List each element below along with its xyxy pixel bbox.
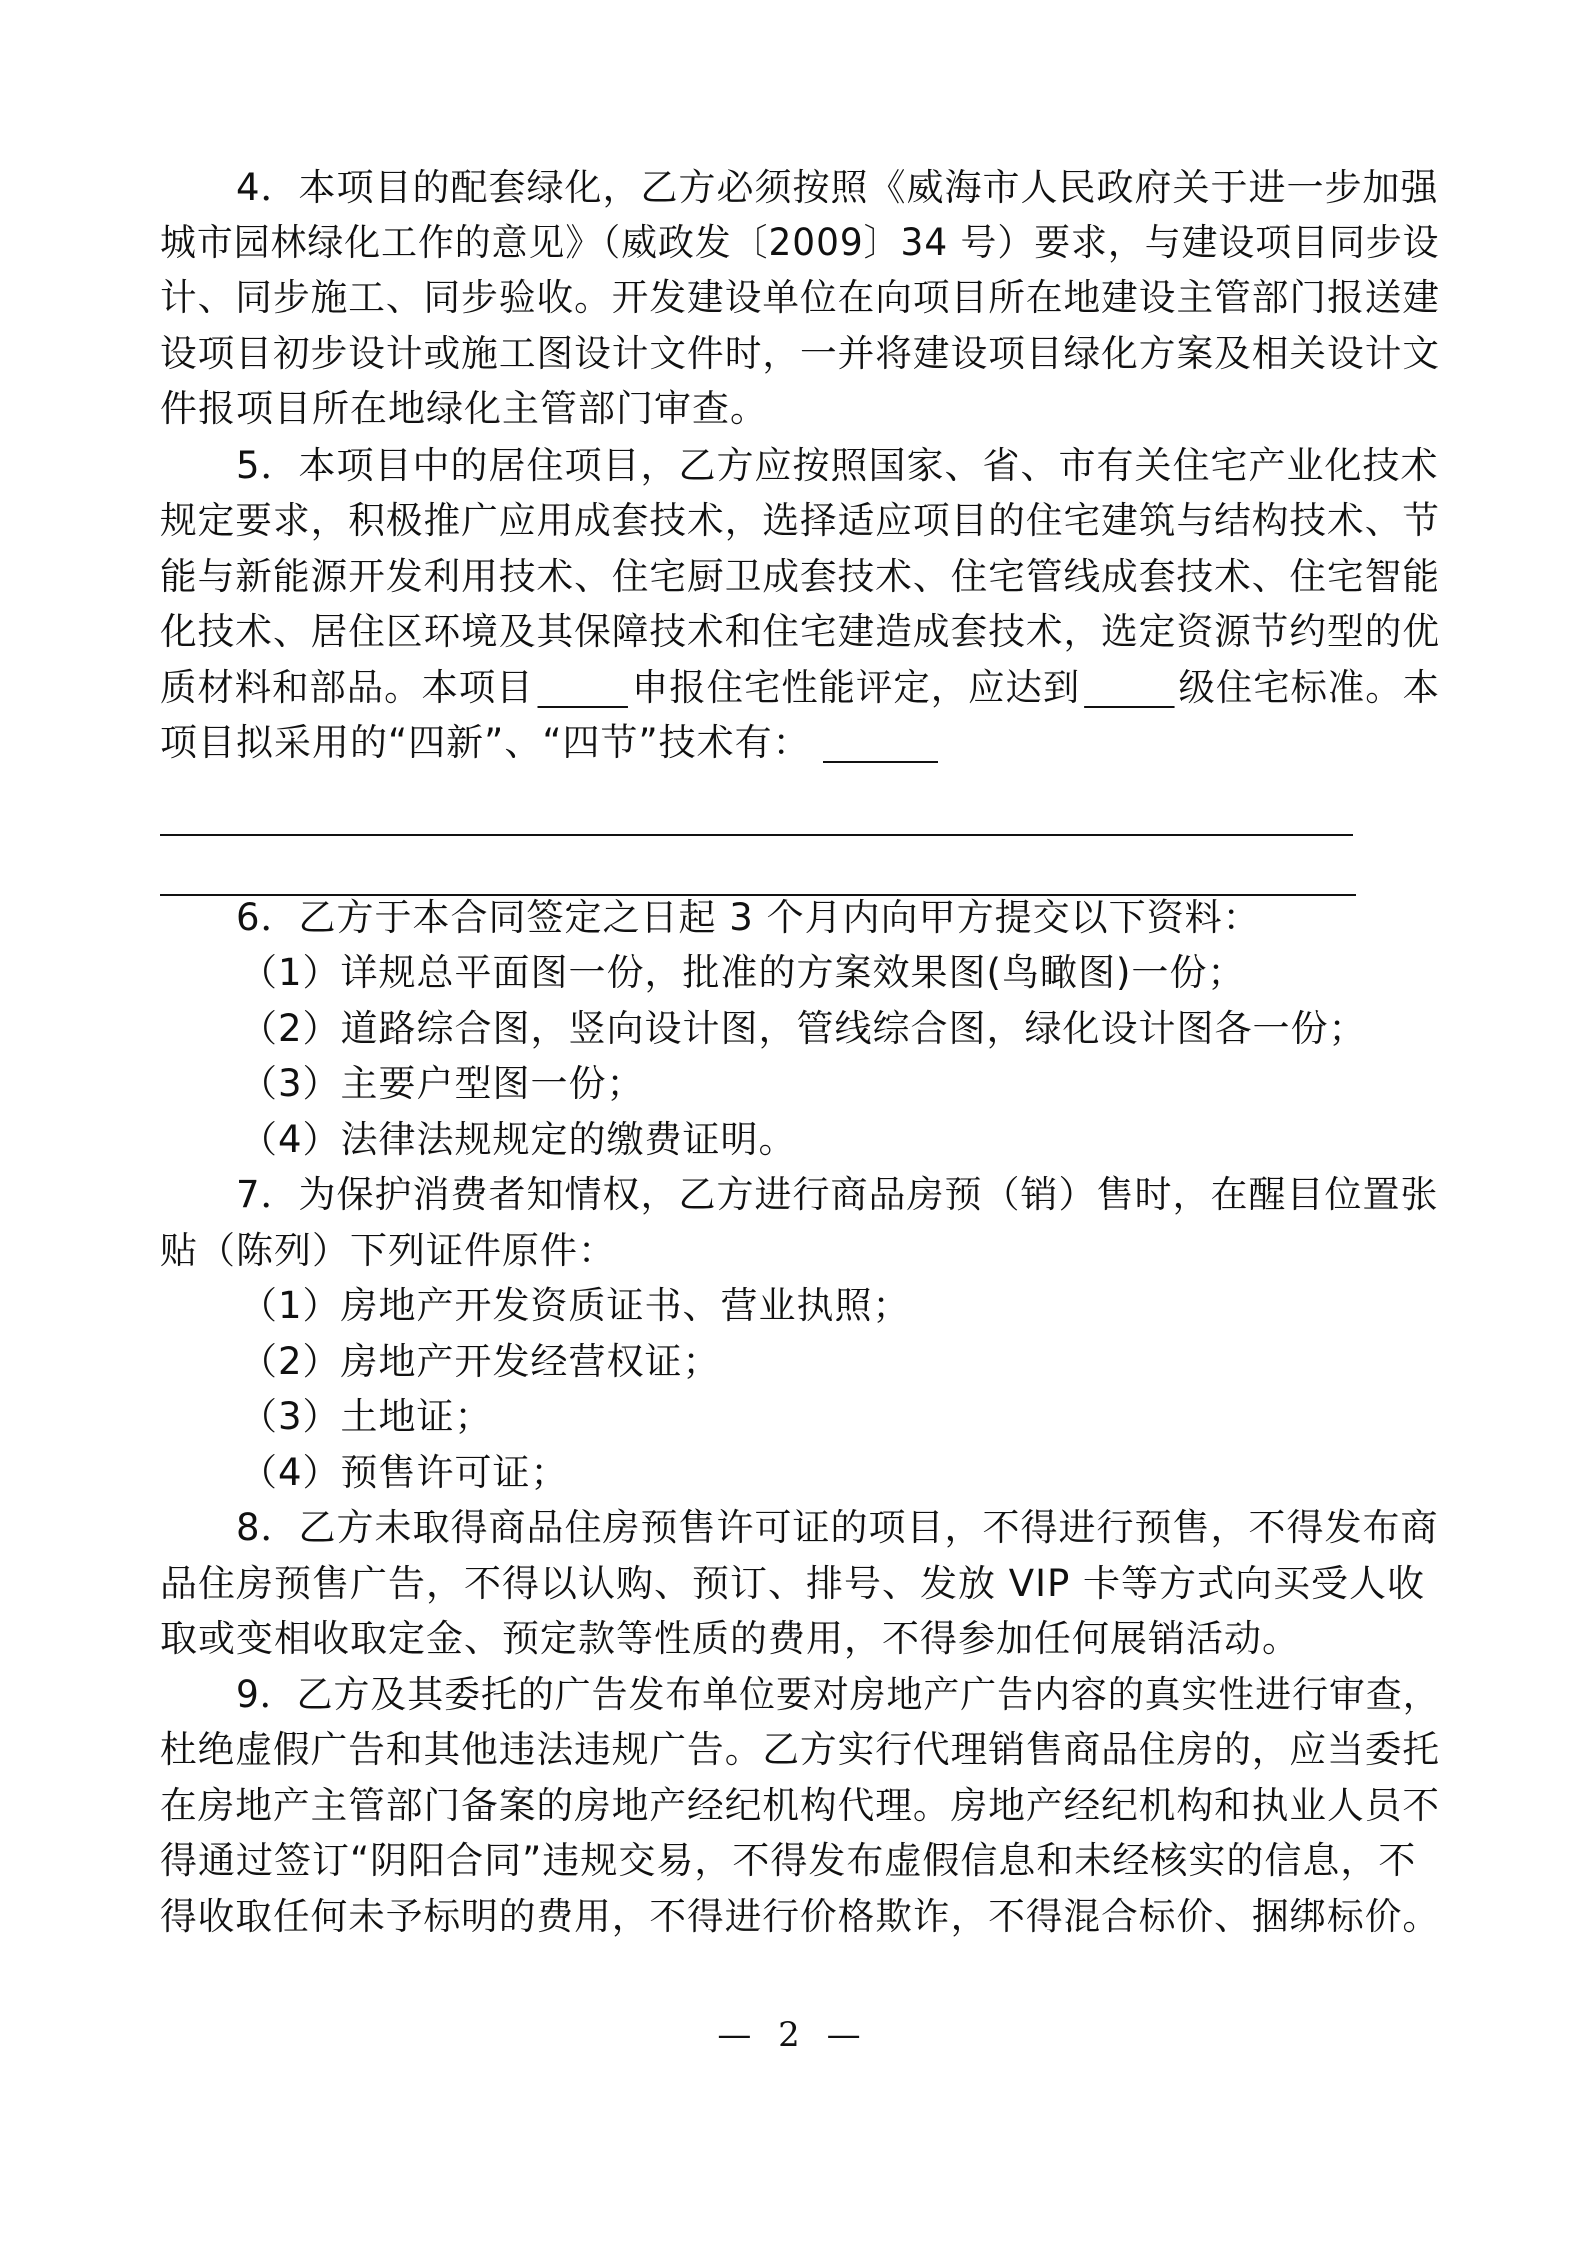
p8-line-3: 取或变相收取定金、预定款等性质的费用，不得参加任何展销活动。 — [160, 1617, 1300, 1660]
p6-item-3: （3）主要户型图一份； — [240, 1062, 645, 1105]
level-blank — [1084, 668, 1174, 708]
p4-line-3: 计、同步施工、同步验收。开发建设单位在向项目所在地建设主管部门报送建 — [160, 276, 1440, 319]
p5-line-5-part1: 质材料和部品。本项目 — [160, 666, 534, 709]
p5-line-2: 规定要求，积极推广应用成套技术，选择适应项目的住宅建筑与结构技术、节 — [160, 499, 1440, 542]
p4-line-4: 设项目初步设计或施工图设计文件时，一并将建设项目绿化方案及相关设计文 — [160, 332, 1440, 375]
p5-line-6 — [160, 718, 942, 768]
p6-line-1: 6．乙方于本合同签定之日起 3 个月内向甲方提交以下资料： — [236, 896, 1261, 939]
p5-line-6-text: 项目拟采用的“四新”、“四节”技术有： — [160, 721, 811, 764]
p9-line-1: 9．乙方及其委托的广告发布单位要对房地产广告内容的真实性进行审查， — [236, 1673, 1440, 1716]
p7-item-2: （2）房地产开发经营权证； — [240, 1340, 721, 1383]
p4-line-1: 4．本项目的配套绿化，乙方必须按照《威海市人民政府关于进一步加强 — [236, 166, 1439, 209]
p5-line-1: 5．本项目中的居住项目，乙方应按照国家、省、市有关住宅产业化技术 — [236, 444, 1439, 487]
p5-line-5-part3: 级住宅标准。本 — [1178, 666, 1440, 709]
page-number: — 2 — — [717, 2015, 869, 2055]
p8-line-1: 8．乙方未取得商品住房预售许可证的项目，不得进行预售，不得发布商 — [236, 1506, 1439, 1549]
p6-item-4: （4）法律法规规定的缴费证明。 — [240, 1118, 797, 1161]
tech-blank — [823, 723, 938, 763]
p5-line-5 — [160, 663, 1440, 713]
p5-line-5-part2: 申报住宅性能评定，应达到 — [631, 666, 1081, 709]
p5-line-3: 能与新能源开发利用技术、住宅厨卫成套技术、住宅管线成套技术、住宅智能 — [160, 555, 1440, 598]
p8-line-2: 品住房预售广告，不得以认购、预订、排号、发放 VIP 卡等方式向买受人收 — [160, 1562, 1426, 1605]
p9-line-2: 杜绝虚假广告和其他违法违规广告。乙方实行代理销售商品住房的，应当委托 — [160, 1728, 1440, 1771]
fill-in-rule-1 — [160, 834, 1353, 836]
p4-line-5: 件报项目所在地绿化主管部门审查。 — [160, 387, 768, 430]
p6-item-1: （1）详规总平面图一份，批准的方案效果图(鸟瞰图)一份； — [240, 951, 1246, 994]
p7-line-1: 7．为保护消费者知情权，乙方进行商品房预（销）售时，在醒目位置张 — [236, 1173, 1439, 1216]
p7-line-2: 贴（陈列）下列证件原件： — [160, 1229, 616, 1272]
p9-line-3: 在房地产主管部门备案的房地产经纪机构代理。房地产经纪机构和执业人员不 — [160, 1784, 1440, 1827]
p9-line-4: 得通过签订“阴阳合同”违规交易，不得发布虚假信息和未经核实的信息，不 — [160, 1839, 1417, 1882]
p6-item-2: （2）道路综合图，竖向设计图，管线综合图，绿化设计图各一份； — [240, 1007, 1367, 1050]
p5-line-4: 化技术、居住区环境及其保障技术和住宅建造成套技术，选定资源节约型的优 — [160, 610, 1440, 653]
p9-line-5: 得收取任何未予标明的费用，不得进行价格欺诈，不得混合标价、捆绑标价。 — [160, 1895, 1440, 1938]
p4-line-2: 城市园林绿化工作的意见》（威政发〔2009〕34 号）要求，与建设项目同步设 — [160, 221, 1440, 264]
grade-blank — [538, 668, 628, 708]
p7-item-1: （1）房地产开发资质证书、营业执照； — [240, 1284, 911, 1327]
p7-item-4: （4）预售许可证； — [240, 1451, 569, 1494]
p7-item-3: （3）土地证； — [240, 1395, 493, 1438]
